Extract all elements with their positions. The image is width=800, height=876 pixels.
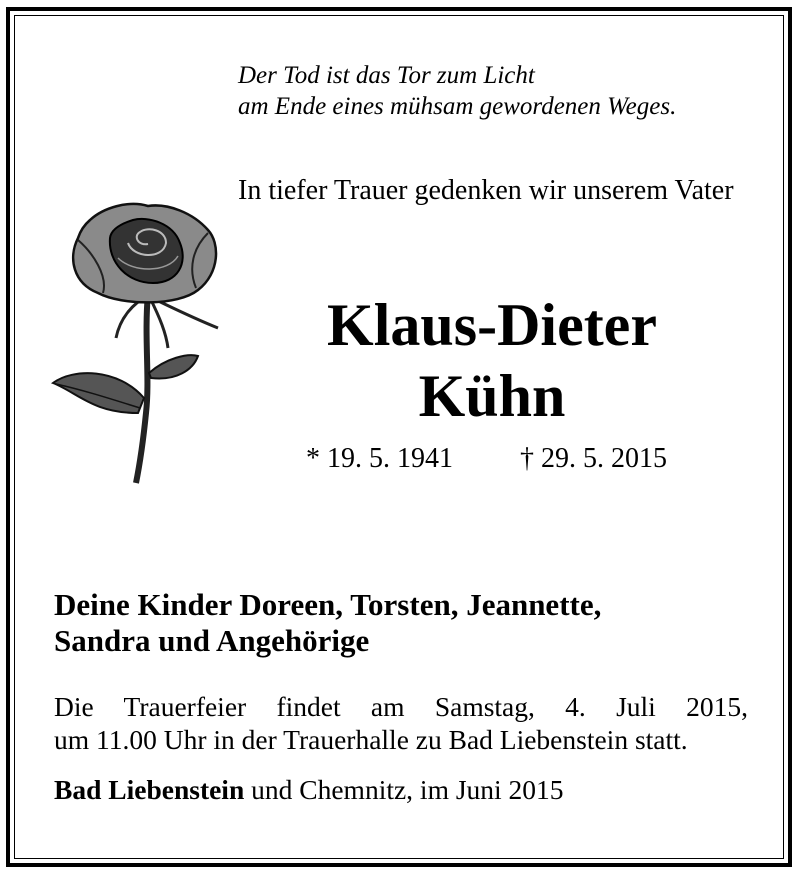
funeral-notice	[54, 690, 748, 756]
rose-icon	[48, 198, 223, 488]
place-and-date	[54, 773, 564, 806]
family-line-2: Sandra und Angehörige	[54, 623, 370, 658]
funeral-line-1: Die Trauerfeier findet am Samstag, 4. Juli 2015,	[54, 691, 748, 722]
deceased-name-first: Klaus-Dieter	[327, 292, 657, 358]
quote-line-2: am Ende eines mühsam gewordenen Weges.	[238, 93, 677, 120]
birth-date: * 19. 5. 1941	[306, 443, 453, 474]
quote-line-1: Der Tod ist das Tor zum Licht	[238, 62, 535, 89]
family-line-1: Deine Kinder Doreen, Torsten, Jeannette,	[54, 587, 602, 622]
funeral-line-2: um 11.00 Uhr in der Trauerhalle zu Bad Liebenstein statt.	[54, 724, 688, 755]
intro-text: In tiefer Trauer gedenken wir unserem Vater	[238, 175, 734, 206]
epitaph-quote	[238, 60, 676, 122]
place-bold: Bad Liebenstein	[54, 774, 245, 805]
deceased-name-last: Kühn	[418, 363, 566, 429]
death-date: † 29. 5. 2015	[520, 443, 667, 474]
place-rest: und Chemnitz, im Juni 2015	[244, 774, 564, 805]
family-signature	[54, 587, 601, 659]
